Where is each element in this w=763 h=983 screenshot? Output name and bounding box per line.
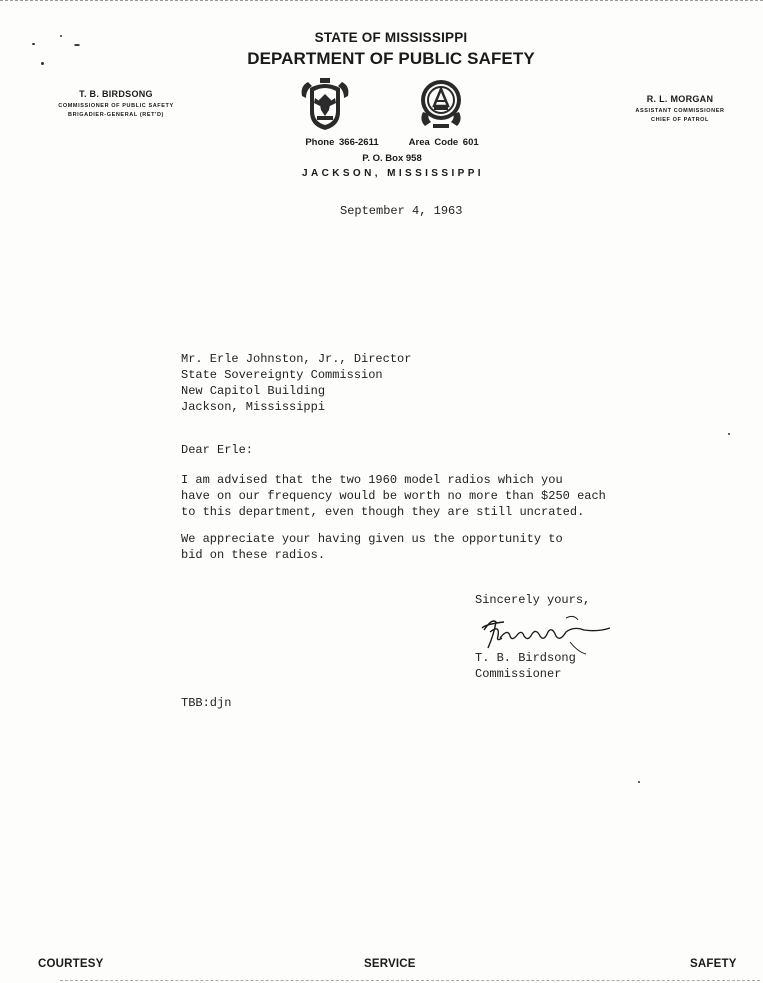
salutation: Dear Erle: — [181, 443, 254, 457]
footer-service: SERVICE — [364, 958, 416, 970]
letter-date: September 4, 1963 — [340, 204, 463, 218]
left-official-rank: BRIGADIER-GENERAL (RET'D) — [68, 112, 164, 118]
address-line: New Capitol Building — [181, 384, 326, 398]
address-line: Mr. Erle Johnston, Jr., Director — [181, 352, 412, 366]
scan-speck — [60, 35, 62, 37]
signer-name: T. B. Birdsong — [475, 651, 576, 665]
police-badge-icon — [415, 76, 467, 130]
scan-speck — [41, 62, 44, 65]
right-official-block — [610, 95, 750, 125]
left-official-name: T. B. BIRDSONG — [79, 89, 153, 99]
state-seal-icon — [300, 78, 350, 132]
closing: Sincerely yours, — [475, 593, 591, 607]
scan-speck — [728, 433, 730, 435]
footer-courtesy: COURTESY — [38, 958, 104, 970]
body-line: We appreciate your having given us the opportunity to — [181, 532, 563, 546]
left-official-title: COMMISSIONER OF PUBLIC SAFETY — [58, 103, 174, 109]
address-line: State Sovereignty Commission — [181, 368, 383, 382]
footer-rule — [60, 980, 760, 982]
reference-initials: TBB:djn — [181, 696, 232, 710]
scan-speck — [638, 781, 640, 783]
body-line: I am advised that the two 1960 model radios which you — [181, 473, 563, 487]
footer-safety: SAFETY — [690, 958, 737, 970]
phone-line — [287, 137, 497, 148]
right-official-title: ASSISTANT COMMISSIONER — [635, 108, 725, 114]
right-official-role: CHIEF OF PATROL — [651, 117, 709, 123]
phone-number: Phone 366-2611 — [305, 137, 379, 148]
scan-speck — [74, 44, 80, 46]
body-paragraph-1 — [181, 472, 606, 520]
signer-block — [475, 650, 576, 682]
recipient-address — [181, 351, 411, 415]
po-box: P. O. Box 958 — [362, 153, 422, 164]
body-line: bid on these radios. — [181, 548, 326, 562]
body-line: to this department, even though they are still uncrated. — [181, 505, 585, 519]
body-line: have on our frequency would be worth no more than $250 each — [181, 489, 606, 503]
scan-speck — [32, 43, 35, 45]
address-line: Jackson, Mississippi — [181, 400, 326, 414]
top-border — [0, 0, 763, 5]
right-official-name: R. L. MORGAN — [646, 94, 714, 104]
area-code: Area Code 601 — [408, 137, 479, 148]
left-official-block — [36, 90, 196, 120]
body-paragraph-2 — [181, 531, 563, 563]
city-line: JACKSON, MISSISSIPPI — [302, 168, 484, 179]
signer-title: Commissioner — [475, 667, 562, 681]
letterhead-department: DEPARTMENT OF PUBLIC SAFETY — [247, 49, 535, 68]
letterhead-state: STATE OF MISSISSIPPI — [314, 30, 468, 45]
